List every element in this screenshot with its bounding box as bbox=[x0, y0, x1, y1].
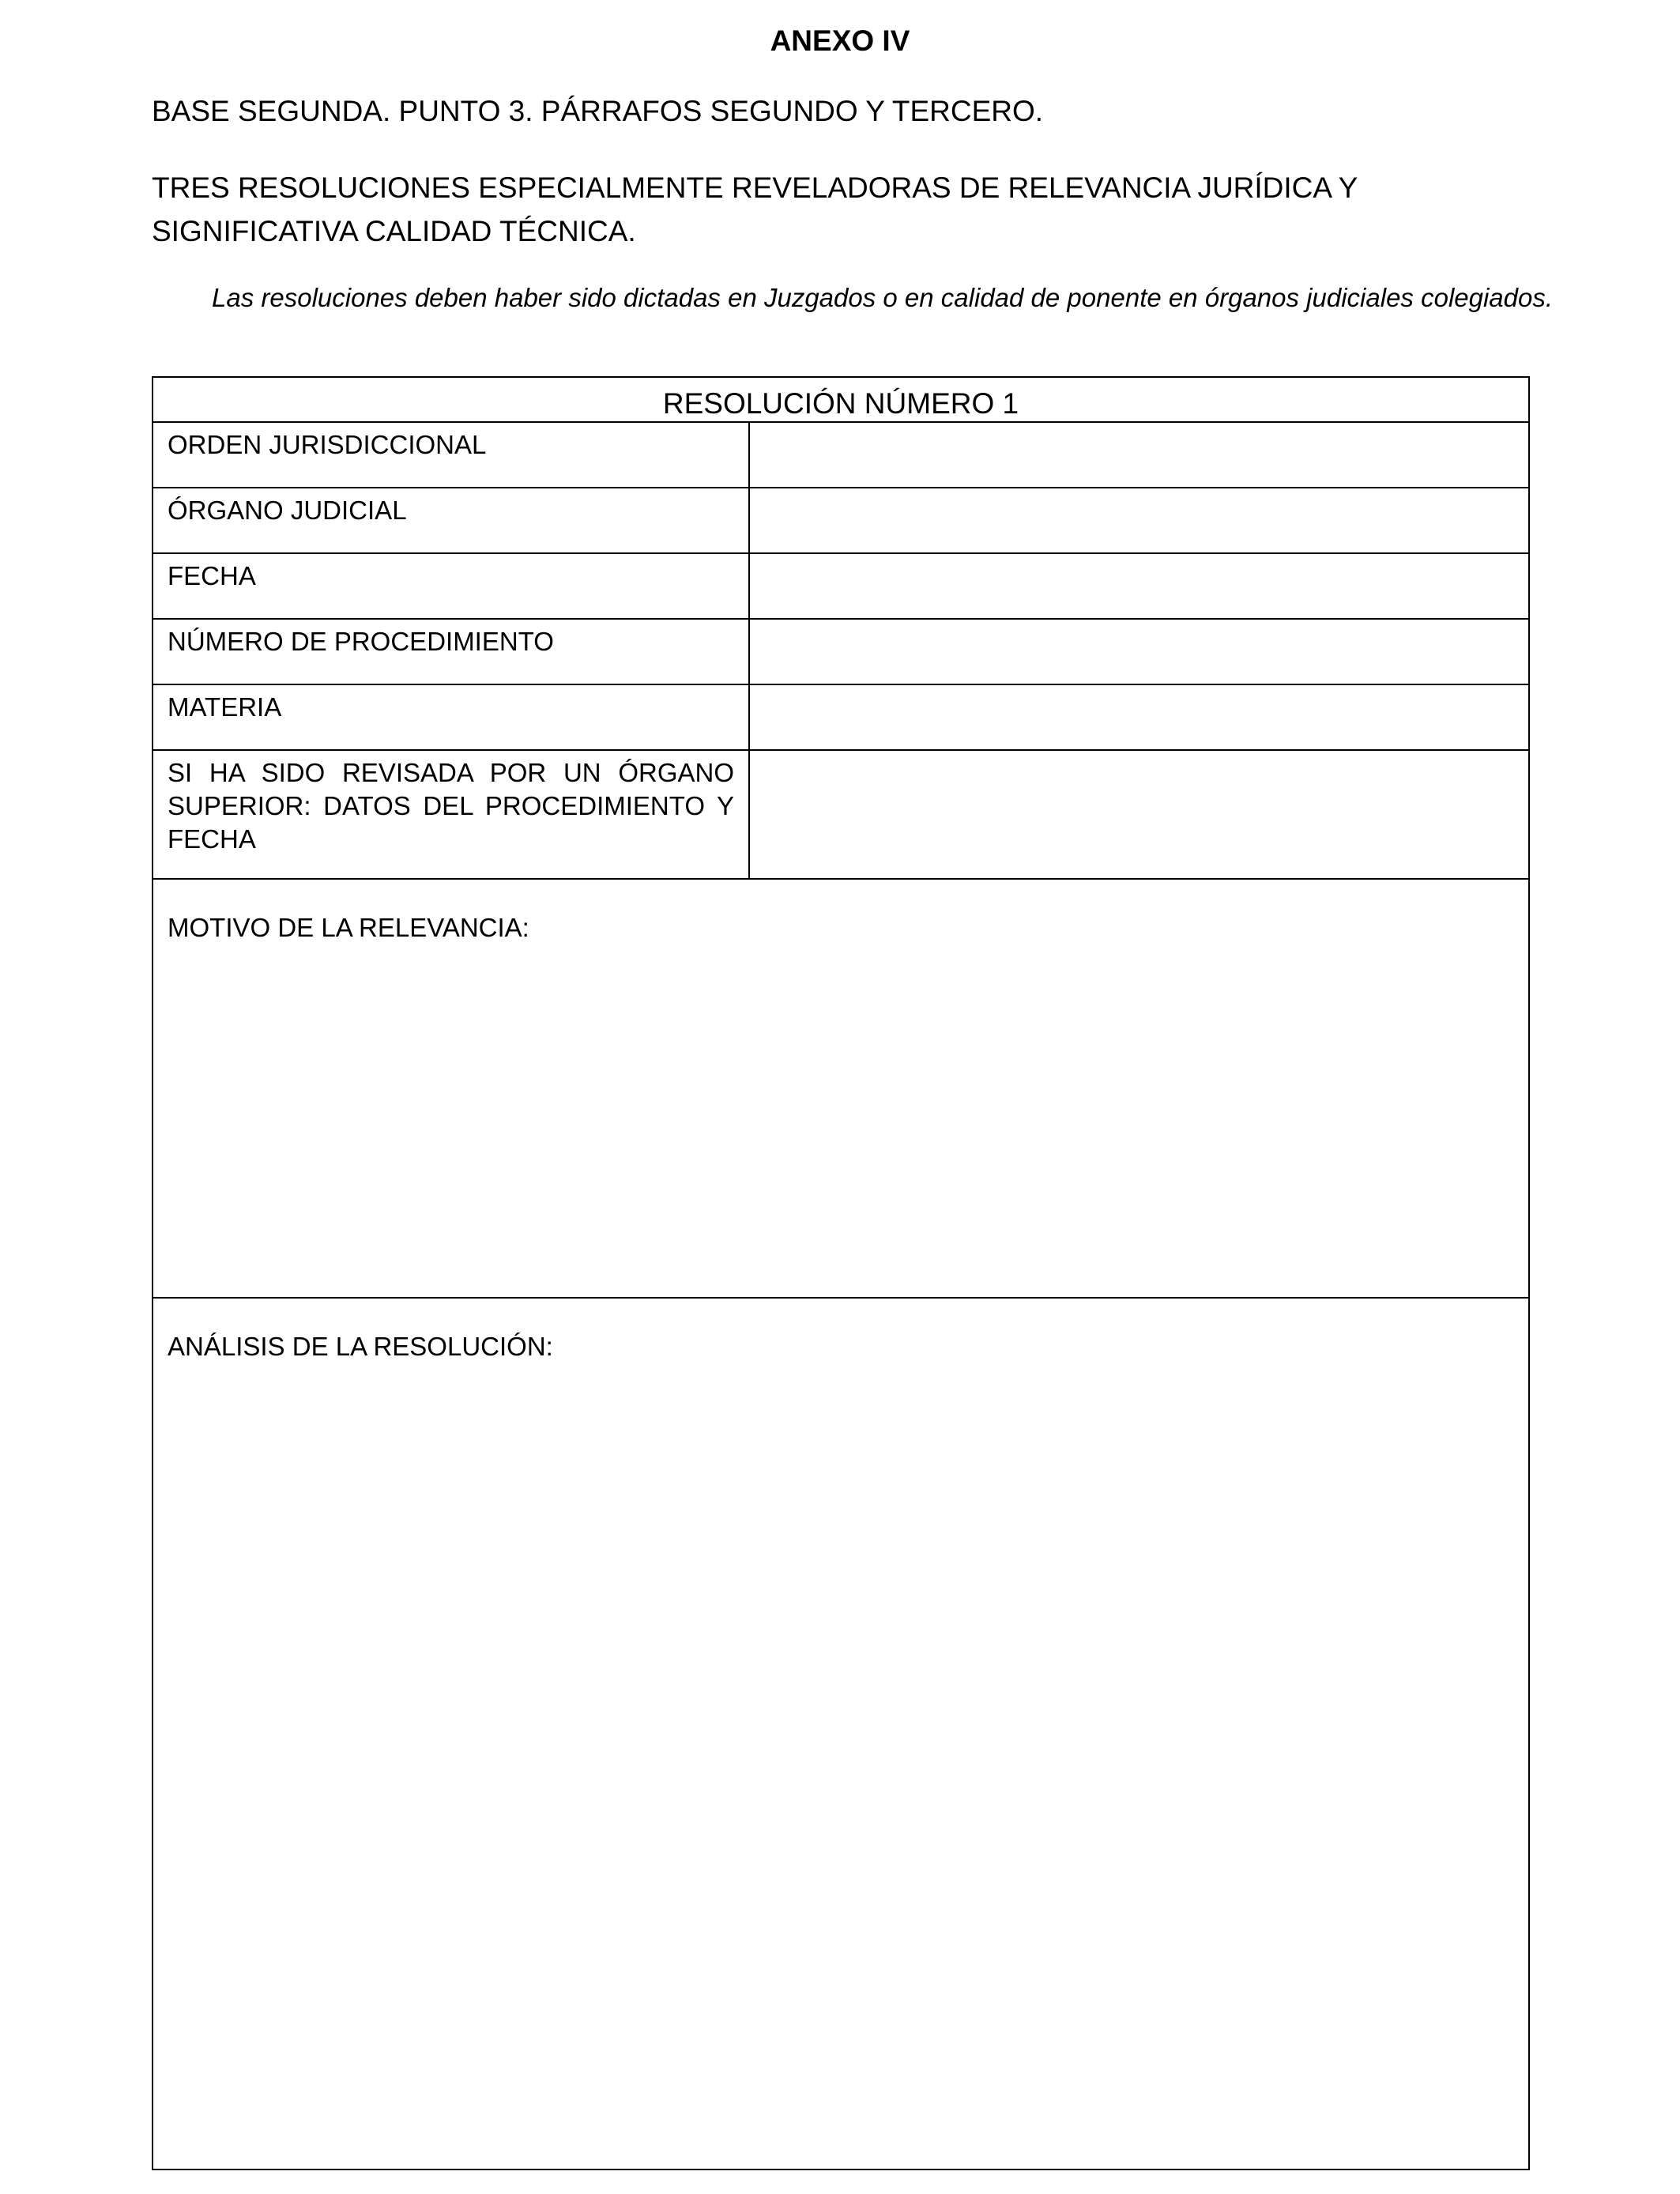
form-row-fecha bbox=[153, 554, 1528, 620]
form-row-organo-judicial bbox=[153, 488, 1528, 554]
organo-judicial-field[interactable] bbox=[750, 488, 1528, 552]
instruction-note: Las resoluciones deben haber sido dictadas en Juzgados o en calidad de ponente en órganos judiciales colegiados. bbox=[212, 283, 1554, 312]
form-row-label: FECHA bbox=[153, 554, 750, 618]
form-row-materia bbox=[153, 685, 1528, 751]
resolution-form bbox=[152, 376, 1530, 2170]
revision-field[interactable] bbox=[750, 751, 1528, 878]
form-row-revision bbox=[153, 751, 1528, 880]
form-row-label: ORDEN JURISDICCIONAL bbox=[153, 423, 750, 487]
orden-jurisdiccional-field[interactable] bbox=[750, 423, 1528, 487]
analisis-label: ANÁLISIS DE LA RESOLUCIÓN: bbox=[168, 1332, 553, 1361]
motivo-label: MOTIVO DE LA RELEVANCIA: bbox=[168, 913, 529, 942]
document-title: ANEXO IV bbox=[770, 25, 910, 57]
section-heading: TRES RESOLUCIONES ESPECIALMENTE REVELADORAS DE RELEVANCIA JURÍDICA Y SIGNIFICATIVA CALIDAD TÉCNICA. bbox=[152, 172, 1358, 247]
analisis-section[interactable] bbox=[153, 1299, 1528, 2163]
form-header: RESOLUCIÓN NÚMERO 1 bbox=[153, 378, 1528, 423]
materia-field[interactable] bbox=[750, 685, 1528, 749]
numero-procedimiento-field[interactable] bbox=[750, 620, 1528, 684]
base-heading: BASE SEGUNDA. PUNTO 3. PÁRRAFOS SEGUNDO Y TERCERO. bbox=[152, 95, 1044, 127]
motivo-section[interactable] bbox=[153, 880, 1528, 1299]
form-row-label: SI HA SIDO REVISADA POR UN ÓRGANO SUPERIOR: DATOS DEL PROCEDIMIENTO Y FECHA bbox=[153, 751, 750, 878]
fecha-field[interactable] bbox=[750, 554, 1528, 618]
form-row-label: ÓRGANO JUDICIAL bbox=[153, 488, 750, 552]
form-row-orden-jurisdiccional bbox=[153, 423, 1528, 488]
form-row-numero-procedimiento bbox=[153, 620, 1528, 685]
form-row-label: NÚMERO DE PROCEDIMIENTO bbox=[153, 620, 750, 684]
form-row-label: MATERIA bbox=[153, 685, 750, 749]
